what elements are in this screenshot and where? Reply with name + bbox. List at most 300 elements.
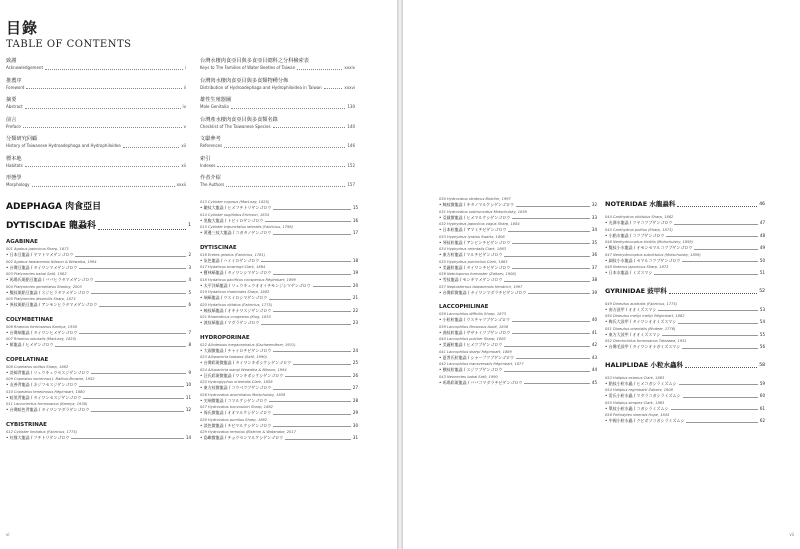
dot-leader [686, 422, 757, 423]
species-common-name: • 台灣彩斑微龍蝨 / タイワンキボシケシゲンゴロウ [200, 360, 292, 365]
page-number: 130 [347, 104, 355, 109]
species-entry[interactable] [6, 430, 191, 443]
dot-leader [273, 426, 351, 427]
page-number: 21 [352, 295, 358, 300]
species-scientific-name: 056 Peltodytes sinensis Hope, 1845 [605, 413, 670, 417]
subfamily-heading: HYDROPORINAE [200, 334, 250, 341]
subfamily-heading: COPELATINAE [6, 356, 49, 363]
toc-entry[interactable] [200, 117, 355, 137]
toc-entry[interactable] [200, 78, 355, 98]
entry-title-chinese: 台灣水棲肉食亞目與多食亞目總科之分科檢索表 [200, 58, 309, 64]
page-number: 46 [759, 202, 765, 207]
page-number: 23 [352, 320, 358, 325]
species-line [439, 290, 597, 296]
species-entry[interactable] [200, 253, 358, 266]
toc-entry[interactable] [200, 97, 355, 117]
dot-leader [504, 371, 590, 372]
dot-leader [512, 243, 590, 244]
page-number: 5 [188, 289, 191, 295]
subfamily-heading: COLYMBETINAE [6, 316, 54, 323]
entry-title-english: The Authors [200, 182, 225, 187]
page-number: 140 [347, 123, 355, 129]
page-number: 41 [591, 329, 597, 335]
species-line [6, 370, 191, 376]
page-number: 29 [352, 410, 358, 415]
species-line [200, 435, 358, 441]
species-scientific-name: 037 Neptosternus taiwanensis Hendrich, 1997 [439, 284, 523, 289]
entry-title-chinese: 摘要 [6, 97, 17, 103]
page-number: 8 [188, 342, 191, 347]
entry-title-chinese: 前言 [6, 116, 17, 123]
family-name: GYRINIDAE 豉甲科 [605, 286, 667, 295]
entry-line [6, 85, 186, 91]
page-number: 49 [759, 245, 765, 250]
species-entry[interactable] [605, 401, 765, 414]
family-heading[interactable] [605, 358, 765, 370]
species-entry[interactable] [6, 272, 191, 285]
family-name: ADEPHAGA 肉食亞目 [6, 202, 102, 212]
page-number: 40 [591, 317, 597, 322]
species-entry[interactable] [200, 278, 358, 291]
species-line [200, 410, 358, 416]
entry-title-chinese: 推薦序 [6, 77, 22, 84]
toc-entry[interactable] [200, 175, 355, 195]
dot-leader [231, 108, 346, 109]
species-scientific-name: 009 Copelatus sociennus J. Balfour-Browne, 1952 [6, 377, 95, 381]
species-entry[interactable] [200, 393, 358, 406]
dot-leader [91, 411, 184, 412]
entry-title-chinese: 雄性生殖器圖 [200, 97, 232, 103]
species-scientific-name: 042 Laccophilus transversalis Régimbart, 1877 [439, 362, 524, 366]
species-scientific-name: 052 Orectochilus formosanus Takizawa, 1931 [605, 339, 687, 343]
species-common-name: • 日本豆龍蝨 / ヤマトマメゲンゴロウ [6, 252, 74, 257]
page-number: 19 [352, 270, 358, 275]
species-entry[interactable] [6, 260, 191, 273]
toc-entry[interactable] [6, 58, 186, 78]
species-line [439, 227, 597, 233]
species-line [6, 290, 191, 296]
species-common-name: • 琴紋粒龍蝨 / アンピンチビゲンゴロウ [439, 239, 511, 245]
front-matter-column-1 [6, 58, 186, 195]
species-line [200, 283, 358, 289]
species-line [605, 270, 765, 276]
dot-leader [25, 166, 180, 167]
page-number: 146 [347, 143, 355, 148]
dot-leader [26, 88, 181, 89]
page-number: i [184, 65, 186, 70]
species-entry[interactable] [605, 388, 765, 401]
dot-leader [662, 335, 758, 336]
species-entry[interactable] [605, 327, 765, 340]
dot-leader [324, 88, 343, 89]
species-scientific-name: 007 Rhantus suturalis (MacLeay, 1825) [6, 337, 77, 341]
species-scientific-name: 039 Laccophilus flexuosus Aubé, 1838 [439, 324, 509, 329]
toc-title-english: TABLE OF CONTENTS [6, 39, 132, 50]
species-entry[interactable] [200, 315, 358, 328]
entry-title-english: Foreword [6, 84, 25, 90]
species-line [605, 393, 765, 399]
species-entry[interactable] [200, 225, 358, 238]
page-number: 27 [352, 385, 358, 390]
page-number: xxxiv [344, 65, 355, 70]
species-entry[interactable] [439, 235, 597, 248]
right-page [403, 0, 800, 549]
species-scientific-name: 015 Cybister tripunctatus lateralis (Fabricius, 1798) [200, 225, 293, 229]
page-number-right: vii [789, 532, 794, 537]
species-common-name: • 雪紋龍蝨 / モンキマメゲンゴロウ [439, 277, 503, 282]
species-common-name: • 姬龍蝨 / ヒメゲンゴロウ [6, 342, 54, 347]
species-entry[interactable] [439, 260, 597, 273]
toc-entry[interactable] [200, 58, 355, 78]
species-scientific-name: 022 Allodessus megacephalus (Gschwendtner, 1931) [200, 342, 296, 347]
species-entry[interactable] [605, 339, 765, 352]
species-common-name: • 端縞龍蝨 / ウスイロシマゲンゴロウ [200, 295, 268, 300]
species-entry[interactable] [439, 325, 597, 338]
entry-line [6, 143, 186, 149]
species-entry[interactable] [439, 312, 597, 325]
species-scientific-name: 005 Platynectes dissimilis Sharp, 1873 [6, 297, 76, 301]
species-scientific-name: 045 Canthydrus politus (Sharp, 1873) [605, 227, 673, 232]
page-number: ii [183, 84, 186, 90]
page-number: 60 [759, 393, 765, 398]
page-number: xii [181, 162, 186, 168]
page-number: 9 [188, 369, 191, 375]
species-line [6, 342, 191, 348]
species-common-name: • 雙紋小水龍蝨 / オモンセマルコツブゲンゴロウ [605, 245, 693, 250]
page-number: 10 [185, 382, 191, 387]
entry-title-chinese: 文獻參考 [200, 136, 221, 142]
dot-leader [683, 397, 758, 398]
species-common-name: • 台灣端龍蝨 / タイワンヒメゲンゴロウ [6, 329, 78, 335]
dot-leader [55, 346, 186, 347]
species-common-name: • 單紋小粒水蟲 / コガシラミズムシ [605, 405, 669, 411]
species-line [200, 295, 358, 301]
species-scientific-name: 049 Dineutus australis (Fabricius, 1775) [605, 301, 678, 306]
entry-title-chinese: 台灣產水棲肉食亞目與多食類名錄 [200, 116, 278, 123]
species-scientific-name: 033 Hyphydrus lyratus Swartz, 1808 [439, 234, 505, 239]
dot-leader [685, 367, 757, 368]
front-matter-column-2 [200, 58, 355, 195]
page-number: 54 [759, 319, 765, 324]
page-number: 152 [347, 162, 355, 168]
species-common-name: • 點紋小粒水蟲 / ヒメコガシラミズムシ [605, 380, 677, 386]
page-number: v [183, 123, 186, 129]
species-common-name: • 尖端微龍蝨 / コマルケシゲンゴロウ [200, 397, 268, 403]
page-number: 26 [352, 372, 358, 378]
entry-title-english: Morphology [6, 182, 30, 187]
species-common-name: • 美麗粒龍蝨 / ヒメツブゲンゴロウ [439, 342, 503, 347]
dot-leader [123, 147, 180, 148]
species-line [6, 435, 191, 441]
page-number: 59 [759, 380, 765, 386]
species-entry[interactable] [6, 297, 191, 310]
family-heading[interactable] [6, 219, 191, 232]
species-common-name: • 細紋小水龍蝨 / セマルコツブゲンゴロウ [605, 257, 681, 263]
species-entry[interactable] [605, 265, 765, 278]
page-number: 14 [185, 434, 191, 440]
species-line [439, 367, 597, 373]
dot-leader [261, 324, 350, 325]
species-entry[interactable] [6, 402, 191, 415]
page-number: 25 [352, 360, 358, 365]
species-entry[interactable] [200, 303, 358, 316]
entry-title-english: Preface [6, 123, 21, 129]
dot-leader [269, 401, 351, 402]
species-line [6, 277, 191, 283]
page-number: 48 [759, 232, 765, 238]
species-scientific-name: 043 Neonectes babai Satô, 1990 [439, 374, 498, 379]
dot-leader [285, 439, 351, 440]
page-number: 30 [352, 422, 358, 428]
species-entry[interactable] [200, 355, 358, 368]
dot-leader [261, 261, 351, 262]
entry-title-chinese: 形態學 [6, 175, 22, 181]
species-line [200, 348, 358, 354]
species-common-name: • 太平洋縞龍蝨 / リュウキュウオオイチモンジシマゲンゴロウ [200, 282, 311, 288]
entry-title-chinese: 作者介紹 [200, 175, 221, 181]
species-entry[interactable] [605, 253, 765, 266]
species-entry[interactable] [200, 368, 358, 381]
species-line [605, 319, 765, 325]
toc-entry[interactable] [6, 97, 186, 117]
species-entry[interactable] [605, 302, 765, 315]
species-entry[interactable] [439, 350, 597, 363]
entry-title-chinese: 標本地 [6, 155, 22, 162]
species-entry[interactable] [439, 375, 597, 388]
species-entry[interactable] [605, 228, 765, 241]
dot-leader [91, 373, 186, 374]
species-entry[interactable] [605, 240, 765, 253]
species-line [6, 395, 191, 401]
entry-line [6, 182, 186, 188]
species-entry[interactable] [605, 314, 765, 327]
entry-line [200, 143, 355, 149]
species-entry[interactable] [6, 247, 191, 260]
species-scientific-name: 018 Hydaticus pacificus conspersus Régimbart, 1899 [200, 277, 296, 282]
species-common-name: • 台灣暗色背龍蝨 / タイワンマダラゲンゴロウ [6, 407, 90, 412]
species-common-name: • 淡褐背龍蝨 / リュウキュウセスジゲンゴロウ [6, 369, 90, 375]
entry-title-english: History of Taiwanese Hydroadephaga and Hydrophiloidea [6, 143, 121, 148]
species-common-name: • 馬場氏斑點豆龍蝨 / ババヒラタマメゲンゴロウ [6, 277, 94, 282]
species-entry[interactable] [605, 215, 765, 228]
species-common-name: • 皺紋大龍蝨 / ヒメフチトリゲンゴロウ [200, 205, 272, 210]
dot-leader [666, 236, 758, 237]
species-entry[interactable] [439, 210, 597, 223]
dot-leader [91, 293, 186, 294]
species-common-name: • 大頭微龍蝨 / チャイロチビゲンゴロウ [200, 347, 272, 353]
species-scientific-name: 030 Hydrovatus straticus Biström, 1997 [439, 197, 511, 201]
dot-leader [273, 414, 351, 415]
entry-line [6, 124, 186, 130]
species-line [6, 302, 191, 308]
species-line [605, 406, 765, 412]
page-number: 28 [352, 397, 358, 403]
species-entry[interactable] [200, 200, 358, 213]
species-common-name: • 亞截微龍蝨 / ヒメマルケシゲンゴロウ [439, 214, 511, 220]
species-line [439, 240, 597, 246]
species-common-name: • 東方粒龍蝨 / マルチビゲンゴロウ [439, 252, 503, 257]
entry-line [200, 85, 355, 91]
page-number: 43 [591, 354, 597, 360]
species-scientific-name: 053 Haliplus eximius Clark, 1863 [605, 375, 665, 380]
species-entry[interactable] [200, 405, 358, 418]
toc-entry[interactable] [6, 175, 186, 195]
page-number: 3 [188, 264, 191, 270]
species-entry[interactable] [605, 376, 765, 389]
species-scientific-name: 016 Eretes griseus (Fabricius, 1781) [200, 252, 266, 257]
species-line [439, 252, 597, 258]
species-line [6, 382, 191, 388]
species-entry[interactable] [200, 265, 358, 278]
page-number: 31 [352, 435, 358, 440]
species-scientific-name: 021 Rhantaticus congestus (Klug, 1833 [200, 315, 271, 319]
species-scientific-name: 034 Hyphydrus orientalis Clark, 1863 [439, 247, 507, 251]
species-line [605, 381, 765, 387]
species-line [605, 332, 765, 338]
toc-entry[interactable] [6, 156, 186, 176]
toc-entry[interactable] [6, 136, 186, 156]
dot-leader [516, 206, 590, 207]
right-contents-column-2 [605, 197, 765, 426]
species-entry[interactable] [439, 285, 597, 298]
dot-leader [226, 186, 345, 187]
species-entry[interactable] [200, 430, 358, 443]
species-entry[interactable] [6, 365, 191, 378]
page-number: 16 [352, 217, 358, 223]
dot-leader [528, 293, 590, 294]
toc-entry[interactable] [6, 117, 186, 137]
species-entry[interactable] [439, 247, 597, 260]
family-heading[interactable] [605, 197, 765, 209]
species-entry[interactable] [200, 380, 358, 393]
entry-title-english: Keys to The Families of Water Beetles of Taiwan [200, 65, 296, 70]
species-line [200, 270, 358, 276]
species-common-name: • 東方紋微龍蝨 / コウベツブゲンゴロウ [200, 385, 272, 390]
dot-leader [273, 389, 351, 390]
dot-leader [512, 333, 590, 334]
dot-leader [512, 321, 590, 322]
species-entry[interactable] [605, 413, 765, 426]
species-entry[interactable] [6, 337, 191, 350]
species-line [605, 307, 765, 313]
page-number: 11 [185, 394, 191, 400]
dot-leader [98, 229, 186, 230]
species-common-name: • 夏普氏粒龍蝨 / シャープツブゲンゴロウ [439, 354, 515, 360]
species-entry[interactable] [439, 362, 597, 375]
page-number: 24 [352, 347, 358, 353]
species-entry[interactable] [439, 272, 597, 285]
page-number: 20 [352, 282, 358, 288]
species-common-name: • 橫紋粒龍蝨 / スジツブゲンゴロウ [439, 367, 503, 372]
species-line [605, 344, 765, 350]
family-heading[interactable] [6, 200, 191, 213]
dot-leader [313, 286, 351, 287]
species-scientific-name: 044 Canthydrus nitidulus Sharp, 1882 [605, 215, 674, 219]
species-common-name: • 小粒粒龍蝨 / ウスチャツブゲンゴロウ [439, 317, 511, 322]
species-line [439, 317, 597, 323]
dot-leader [79, 386, 184, 387]
left-contents-column-2 [200, 200, 358, 443]
species-entry[interactable] [200, 290, 358, 303]
species-common-name: • 淡色微龍蝨 / チビマルケシゲンゴロウ [200, 422, 272, 428]
page-number: 18 [352, 257, 358, 263]
species-scientific-name: 050 Dineutus mellyi mellyi Régimbart, 1882 [605, 314, 685, 318]
entry-line [6, 65, 186, 71]
species-entry[interactable] [200, 213, 358, 226]
right-contents-column-1 [439, 197, 597, 387]
dot-leader [75, 256, 186, 257]
species-scientific-name: 012 Cybister limbatus (Fabricius, 1775) [6, 429, 78, 434]
species-common-name: • 灰色龍蝨 / ハイイロゲンゴロウ [200, 257, 260, 263]
species-line [605, 233, 765, 239]
species-scientific-name: 010 Copelatus tenebrosus Régimbart, 1880 [6, 389, 85, 394]
species-common-name: • 日本粒龍蝨 / アマミチビゲンゴロウ [439, 227, 507, 232]
species-line [200, 205, 358, 211]
toc-entry[interactable] [200, 136, 355, 156]
dot-leader [504, 346, 590, 347]
species-common-name: • 小點水龍蝨 / コツブゲンゴロウ [605, 232, 665, 238]
dot-leader [71, 438, 184, 439]
page-number: 35 [591, 239, 597, 245]
species-scientific-name: 027 Hydrovatus bonvouloiri Sharp, 1882 [200, 405, 273, 409]
page-number: iv [182, 104, 186, 109]
species-common-name: • 曲紋粒龍蝨 / サザナミツブゲンゴロウ [439, 329, 511, 335]
page-number: 12 [185, 407, 191, 412]
species-line [200, 320, 358, 326]
dot-leader [83, 398, 184, 399]
species-line [605, 245, 765, 251]
dot-leader [32, 186, 175, 187]
dot-leader [674, 224, 758, 225]
species-entry[interactable] [200, 343, 358, 356]
page-number: 55 [759, 331, 765, 337]
species-entry[interactable] [200, 418, 358, 431]
species-scientific-name: 011 Lacconectus formosanus (Kamiya, 1938) [6, 402, 88, 406]
dot-leader [508, 231, 589, 232]
species-scientific-name: 004 Platynectes gemellatus Stastny, 2003 [6, 284, 82, 289]
species-entry[interactable] [439, 337, 597, 350]
entry-title-english: Checklist of The Taiwanese Species [200, 123, 271, 129]
family-heading[interactable] [605, 284, 765, 296]
page-number: 61 [759, 405, 765, 411]
species-entry[interactable] [6, 377, 191, 390]
dot-leader [682, 348, 758, 349]
toc-entry[interactable] [200, 156, 355, 176]
entry-line [6, 104, 186, 110]
toc-entry[interactable] [6, 78, 186, 98]
species-scientific-name: 031 Hydrovatus subtruncatus Motschulsky, 1859 [439, 209, 527, 214]
entry-title-english: Abstract [6, 104, 23, 109]
page-number: 51 [759, 270, 765, 275]
species-common-name: • 美麗粒龍蝨 / タイワンチビゲンゴロウ [439, 264, 511, 270]
dot-leader [677, 206, 757, 207]
species-scientific-name: 013 Cybister rugosus (MacLeay, 1825) [200, 200, 270, 204]
species-entry[interactable] [439, 197, 597, 210]
species-entry[interactable] [6, 285, 191, 298]
species-common-name: • 線紋縞龍蝨 / オキナワスジゲンゴロウ [200, 307, 272, 313]
species-line [439, 265, 597, 271]
dot-leader [654, 274, 757, 275]
species-line [6, 407, 191, 413]
species-common-name: • 保氏微龍蝨 / オオマルケシゲンゴロウ [200, 410, 272, 415]
page-number: 45 [591, 379, 597, 385]
species-entry[interactable] [6, 325, 191, 338]
species-line [605, 418, 765, 424]
species-entry[interactable] [439, 222, 597, 235]
species-entry[interactable] [6, 390, 191, 403]
species-scientific-name: 051 Dineutus orientalis (Modeer, 1776) [605, 326, 676, 331]
species-common-name: • 波紋縞龍蝨 / マダラゲンゴロウ [200, 320, 260, 325]
